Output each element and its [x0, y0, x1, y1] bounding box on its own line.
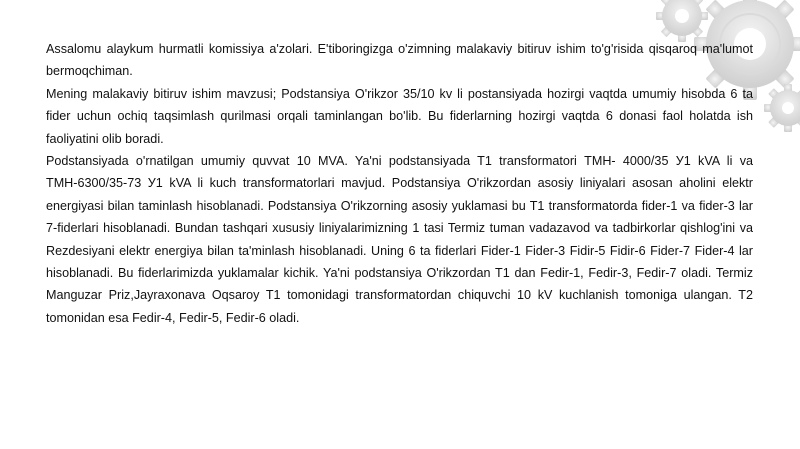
paragraph-greeting: Assalomu alaykum hurmatli komissiya a'zolari. E'tiboringizga o'zimning malakaviy bitiruv ishim to'g'risida qisqaroq ma'lumot bermoqchiman. [46, 42, 753, 79]
paragraph-topic: Mening malakaviy bitiruv ishim mavzusi; Podstansiya O'rikzor 35/10 kv li postansiyada hozirgi vaqtda umumiy hisobda 6 ta fider uchun ochiq taqsimlash qurilmasi orqali taminlangan bo'lib. Bu fiderlarning hozirgi vaqtda 6 donasi faol holatda ish faoliyatini olib boradi. [46, 86, 753, 146]
paragraph-details: Podstansiyada o'rnatilgan umumiy quvvat 10 MVA. Ya'ni podstansiyada T1 transformatori ТМН- 4000/35 У1 kVA li va ТМН-6300/35-73 У1 kVA li kuch transformatorlari mavjud. Podstansiya O'rikzordan asosiy liniyalari asosan aholini elektr energiyasi bilan taminlash hisoblanadi. Podstansiya O'rikzorning asosiy yuklamasi bu T1 transformatorda fider-1 va fider-3 lar 7-fiderlari hisoblanadi. Bundan tashqari xususiy liniyalarimizning 1 tasi Termiz tuman vadazavod va tadbirkorlar qishlog'ini va Rezdesiyani elektr energiya bilan ta'minlash hisoblanadi. Uning 6 ta fiderlari Fider-1 Fider-3 Fidir-5 Fidir-6 Fider-7 Fider-4 lar hisoblanadi. Bu fiderlarimizda yuklamalar kichik. Ya'ni podstansiya O'rikzordan T1 dan Fedir-1, Fedir-3, Fedir-7 oladi. Termiz Manguzar Priz,Jayraxonava Oqsaroy T1 tomonidagi transformatordan chiquvchi 10 kV kuchlanish tomoniga ulangan. T2 tomonidan esa Fedir-4, Fedir-5, Fedir-6 oladi. [46, 154, 753, 325]
slide-text [46, 38, 753, 329]
